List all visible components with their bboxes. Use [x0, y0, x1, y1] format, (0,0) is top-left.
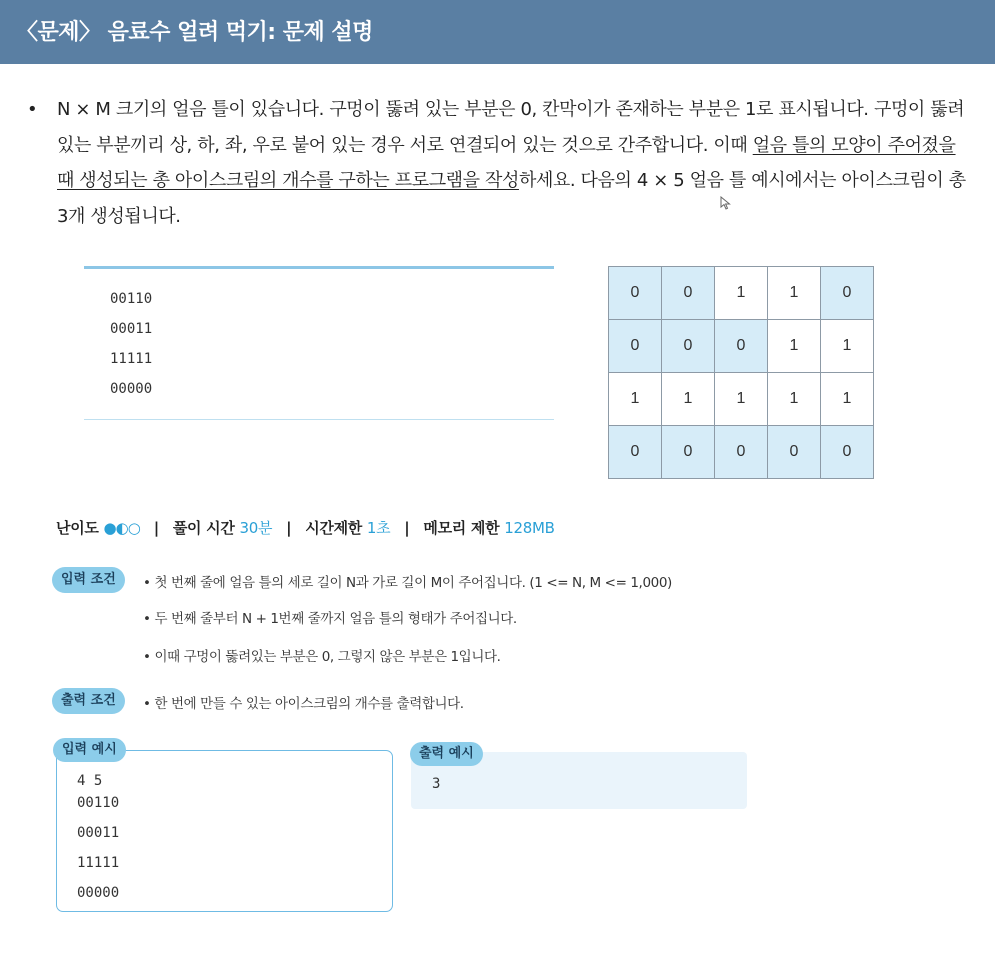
grid-cell: 0 — [715, 426, 768, 479]
grid-cell: 1 — [662, 373, 715, 426]
grid-cell: 0 — [609, 320, 662, 373]
separator: | — [404, 519, 410, 537]
grid-row — [609, 373, 874, 426]
time-limit-label: 시간제한 — [305, 519, 362, 537]
page-title: 〈문제〉 음료수 얼려 먹기: 문제 설명 — [16, 20, 373, 45]
time-limit-value: 1초 — [366, 519, 391, 537]
mouse-cursor-icon — [720, 196, 732, 210]
input-example-line: 00011 — [77, 825, 120, 841]
grid-cell: 0 — [609, 267, 662, 320]
output-example-line: 3 — [432, 776, 441, 792]
bullet: • — [27, 99, 38, 120]
grid-cell: 0 — [821, 426, 874, 479]
grid-cell: 1 — [821, 320, 874, 373]
grid-cell: 0 — [662, 320, 715, 373]
output-condition-item: • 한 번에 만들 수 있는 아이스크림의 개수를 출력합니다. — [143, 696, 464, 712]
solve-time-label: 풀이 시간 — [172, 519, 235, 537]
memory-limit-value: 128MB — [504, 519, 555, 537]
problem-meta — [56, 517, 555, 538]
solve-time-value: 30분 — [239, 519, 273, 537]
grid-cell: 1 — [821, 373, 874, 426]
input-example-line: 00110 — [77, 795, 120, 811]
input-example-box — [56, 750, 393, 912]
input-example-line: 4 5 — [77, 773, 103, 789]
separator: | — [286, 519, 292, 537]
input-condition-item: • 두 번째 줄부터 N + 1번째 줄까지 얼음 틀의 형태가 주어집니다. — [143, 611, 517, 627]
input-example-badge: 입력 예시 — [53, 738, 126, 762]
output-example-badge: 출력 예시 — [410, 742, 483, 766]
memory-limit-label: 메모리 제한 — [423, 519, 500, 537]
example-code-box — [84, 266, 554, 420]
grid-cell: 1 — [715, 267, 768, 320]
description-underlined: 얼음 틀의 모양이 주어졌을 때 생성되는 총 아이스크림의 개수를 구하는 프로그램을 작성 — [57, 134, 956, 191]
grid-row — [609, 267, 874, 320]
title-bar — [0, 0, 995, 64]
separator: | — [153, 519, 159, 537]
example-line: 00000 — [110, 381, 153, 397]
description-part1: N × M 크기의 얼음 틀이 있습니다. 구멍이 뚫려 있는 부분은 0, 칸막이가 존재하는 부분은 1로 표시됩니다. 구멍이 뚫려 있는 부분끼리 상, 하, 좌, 우로 붙어 있는 경우 서로 연결되어 있는 것으로 간주합니다. 이때 — [57, 99, 965, 156]
grid-cell: 0 — [662, 267, 715, 320]
problem-description — [27, 92, 977, 234]
description-text — [57, 92, 977, 234]
output-conditions-badge: 출력 조건 — [52, 688, 125, 714]
grid-cell: 0 — [821, 267, 874, 320]
difficulty-label: 난이도 — [56, 519, 99, 537]
grid-cell: 0 — [768, 426, 821, 479]
input-condition-item: • 첫 번째 줄에 얼음 틀의 세로 길이 N과 가로 길이 M이 주어집니다. (1 <= N, M <= 1,000) — [143, 575, 672, 591]
description-part2: 하세요. 다음의 4 × 5 얼음 틀 예시에서는 아이스크림이 총 3개 생성됩니다. — [57, 170, 966, 227]
grid-cell: 0 — [609, 426, 662, 479]
grid-row — [609, 320, 874, 373]
grid-cell: 1 — [715, 373, 768, 426]
input-condition-item: • 이때 구멍이 뚫려있는 부분은 0, 그렇지 않은 부분은 1입니다. — [143, 649, 501, 665]
grid-cell: 1 — [768, 320, 821, 373]
input-example-line: 00000 — [77, 885, 120, 901]
example-line: 00110 — [110, 291, 153, 307]
grid-cell: 1 — [609, 373, 662, 426]
difficulty-dots-icon: ●◐○ — [103, 519, 140, 537]
grid-cell: 1 — [768, 267, 821, 320]
example-line: 11111 — [110, 351, 153, 367]
input-conditions-badge: 입력 조건 — [52, 567, 125, 593]
grid-row — [609, 426, 874, 479]
example-line: 00011 — [110, 321, 153, 337]
input-example-line: 11111 — [77, 855, 120, 871]
ice-tray-grid — [608, 266, 874, 479]
grid-cell: 0 — [662, 426, 715, 479]
grid-cell: 1 — [768, 373, 821, 426]
grid-cell: 0 — [715, 320, 768, 373]
